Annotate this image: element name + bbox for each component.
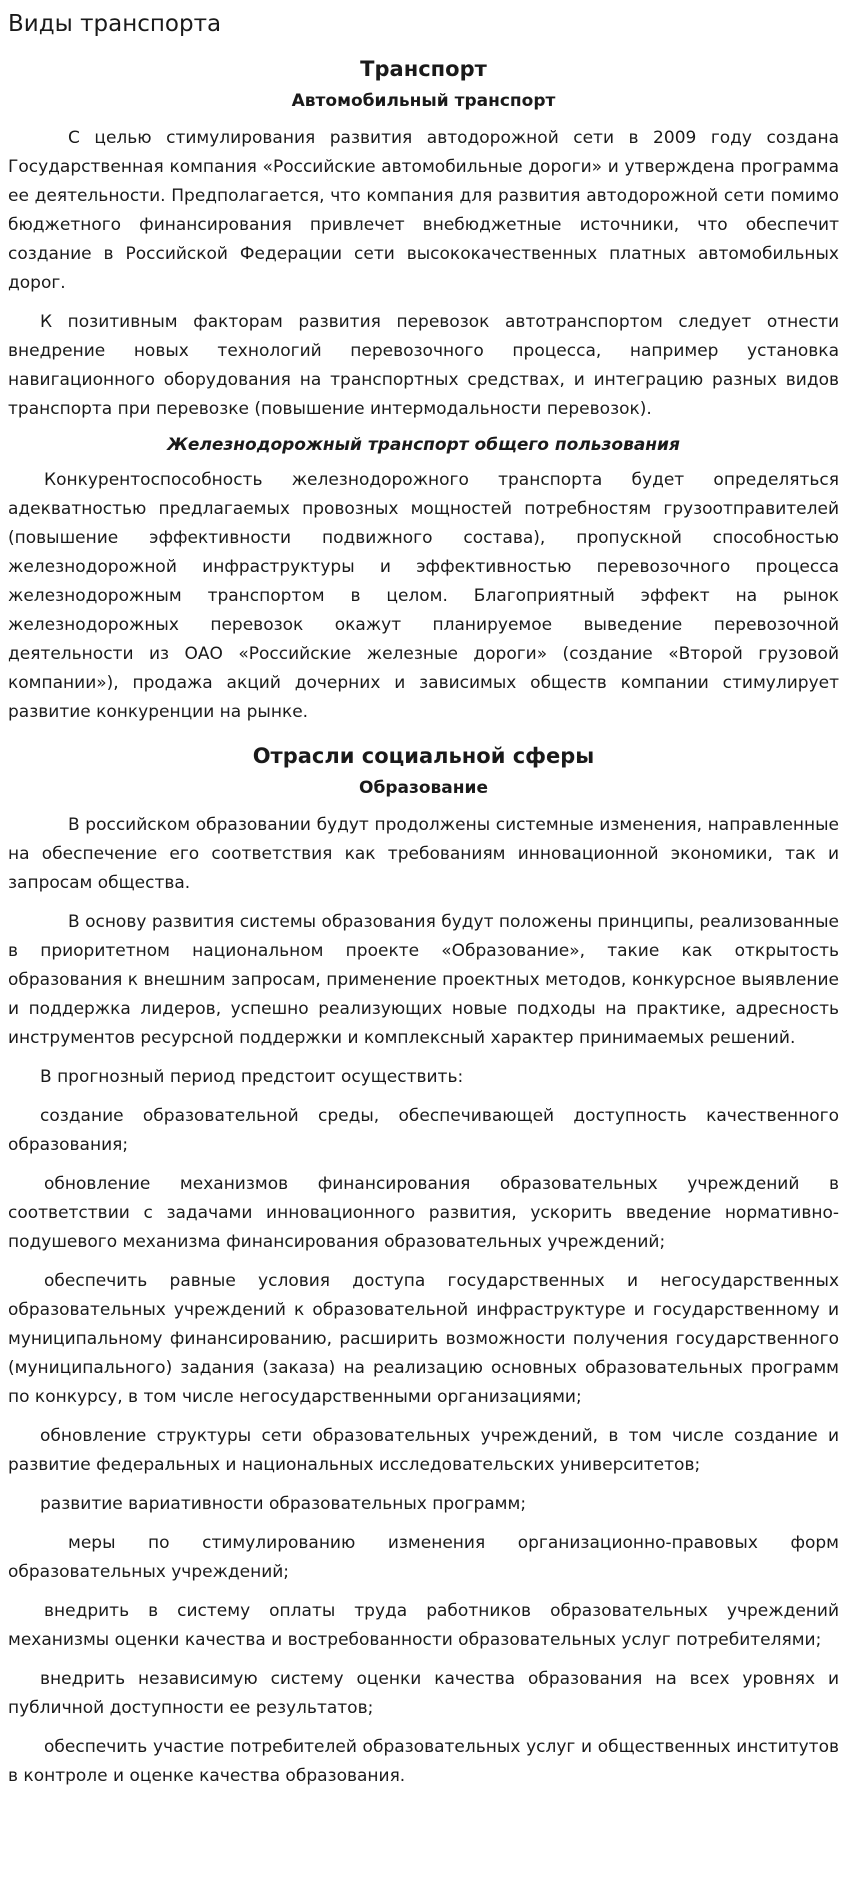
list-item: развитие вариативности образовательных программ; xyxy=(40,1494,527,1514)
list-item: внедрить независимую систему оценки качества образования на всех уровнях и публичной доступности ее результатов; xyxy=(8,1669,839,1718)
paragraph-education-3: В прогнозный период предстоит осуществить: xyxy=(40,1067,464,1087)
paragraph-auto-2: К позитивным факторам развития перевозок автотранспортом следует отнести внедрение новых технологий перевозочного процесса, например установка навигационного оборудования на транспортных средствах, и интеграцию разных видов транспорта при перевозке (повышение интермодальности перевозок). xyxy=(8,312,839,419)
list-item: меры по стимулированию изменения организационно-правовых форм образовательных учреждений; xyxy=(8,1533,839,1582)
section-title-transport: Транспорт xyxy=(360,57,487,81)
list-item: обновление структуры сети образовательных учреждений, в том числе создание и развитие федеральных и национальных исследовательских университетов; xyxy=(8,1426,839,1475)
paragraph-auto-1: С целью стимулирования развития автодорожной сети в 2009 году создана Государственная компания «Российские автомобильные дороги» и утверждена программа ее деятельности. Предполагается, что компания для развития автодорожной сети помимо бюджетного финансирования привлечет внебюджетные источники, что обеспечит создание в Российской Федерации сети высококачественных платных автомобильных дорог. xyxy=(8,128,839,293)
list-item: внедрить в систему оплаты труда работников образовательных учреждений механизмы оценки качества и востребованности образовательных услуг потребителями; xyxy=(8,1601,839,1650)
list-item: обеспечить участие потребителей образовательных услуг и общественных институтов в контроле и оценке качества образования. xyxy=(8,1737,839,1786)
subsection-title-rail: Железнодорожный транспорт общего пользования xyxy=(167,435,680,455)
paragraph-education-1: В российском образовании будут продолжены системные изменения, направленные на обеспечение его соответствия как требованиям инновационной экономики, так и запросам общества. xyxy=(8,815,839,893)
section-title-social: Отрасли социальной сферы xyxy=(252,744,595,768)
document-title: Виды транспорта xyxy=(8,11,222,37)
list-item: обновление механизмов финансирования образовательных учреждений в соответствии с задачами инновационного развития, ускорить введение нормативно-подушевого механизма финансирования образовательных учреждений; xyxy=(8,1174,839,1252)
subsection-title-auto: Автомобильный транспорт xyxy=(291,91,556,111)
list-item: создание образовательной среды, обеспечивающей доступность качественного образования; xyxy=(8,1106,839,1155)
paragraph-education-2: В основу развития системы образования будут положены принципы, реализованные в приоритетном национальном проекте «Образование», такие как открытость образования к внешним запросам, применение проектных методов, конкурсное выявление и поддержка лидеров, успешно реализующих новые подходы на практике, адресность инструментов ресурсной поддержки и комплексный характер принимаемых решений. xyxy=(8,912,839,1048)
list-item: обеспечить равные условия доступа государственных и негосударственных образовательных учреждений к образовательной инфраструктуре и государственному и муниципальному финансированию, расширить возможности получения государственного (муниципального) задания (заказа) на реализацию основных образовательных программ по конкурсу, в том числе негосударственными организациями; xyxy=(8,1271,839,1407)
paragraph-rail-1: Конкурентоспособность железнодорожного транспорта будет определяться адекватностью предлагаемых провозных мощностей потребностям грузоотправителей (повышение эффективности подвижного состава), пропускной способностью железнодорожной инфраструктуры и эффективностью перевозочного процесса железнодорожным транспортом в целом. Благоприятный эффект на рынок железнодорожных перевозок окажут планируемое выведение перевозочной деятельности из ОАО «Российские железные дороги» (создание «Второй грузовой компании»), продажа акций дочерних и зависимых обществ компании стимулирует развитие конкуренции на рынке. xyxy=(8,470,839,722)
subsection-title-education: Образование xyxy=(359,778,488,798)
